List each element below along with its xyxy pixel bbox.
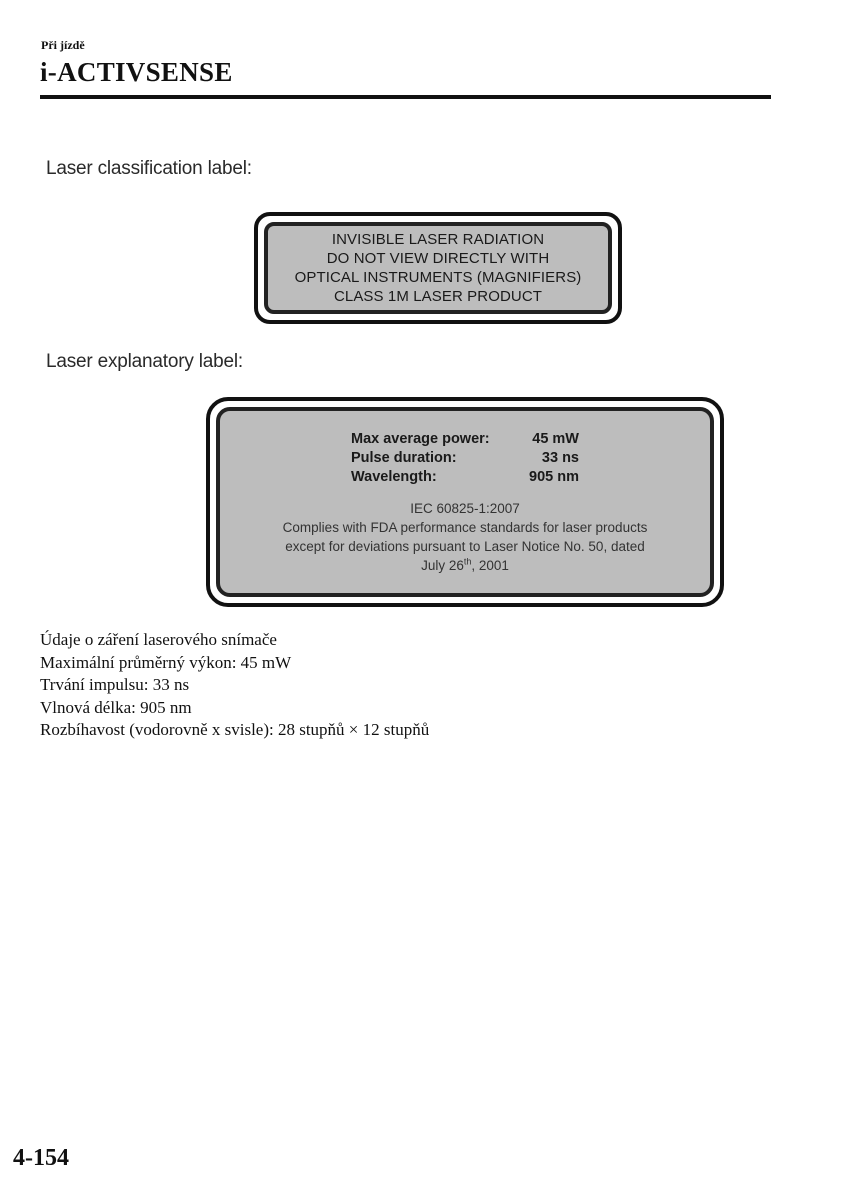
section-label: Při jízdě: [41, 38, 85, 52]
classification-line: CLASS 1M LASER PRODUCT: [333, 288, 543, 305]
body-line: Vlnová délka: 905 nm: [40, 697, 192, 717]
spec-value: 905 nm: [529, 468, 579, 485]
title-divider: [40, 95, 771, 99]
body-line: Trvání impulsu: 33 ns: [40, 675, 190, 694]
classification-line: INVISIBLE LASER RADIATION: [331, 231, 545, 248]
spec-value: 33 ns: [541, 449, 579, 466]
spec-name: Wavelength:: [351, 468, 437, 485]
body-line: Maximální průměrný výkon: 45 mW: [40, 652, 292, 672]
page-number: 4-154: [13, 1145, 69, 1171]
compliance-text: Complies with FDA performance standards for laser products: [282, 519, 648, 535]
compliance-text: except for deviations pursuant to Laser Notice No. 50, dated: [285, 538, 645, 554]
date-text: July 26: [421, 557, 464, 573]
classification-label-caption: Laser classification label:: [46, 158, 252, 179]
compliance-date: [421, 556, 509, 575]
laser-data-text: [40, 629, 429, 742]
explanatory-label-panel: [216, 407, 714, 597]
explanatory-label-caption: Laser explanatory label:: [46, 351, 243, 372]
spec-value: 45 mW: [532, 430, 579, 447]
spec-name: Max average power:: [351, 430, 490, 447]
laser-specs: [351, 430, 579, 487]
classification-line: OPTICAL INSTRUMENTS (MAGNIFIERS): [294, 269, 582, 286]
standard-reference: IEC 60825-1:2007: [410, 500, 520, 516]
date-year: , 2001: [471, 557, 509, 573]
date-ordinal: th: [463, 556, 472, 566]
page-title: i-ACTIVSENSE: [40, 57, 233, 87]
body-line: Rozbíhavost (vodorovně x svisle): 28 stupňů × 12 stupňů: [40, 720, 430, 739]
laser-classification-label: [254, 212, 622, 324]
spec-name: Pulse duration:: [351, 449, 457, 466]
classification-line: DO NOT VIEW DIRECTLY WITH: [326, 250, 550, 267]
body-line: Údaje o záření laserového snímače: [40, 630, 277, 649]
classification-label-panel: [264, 222, 612, 314]
laser-explanatory-label: [206, 397, 724, 607]
